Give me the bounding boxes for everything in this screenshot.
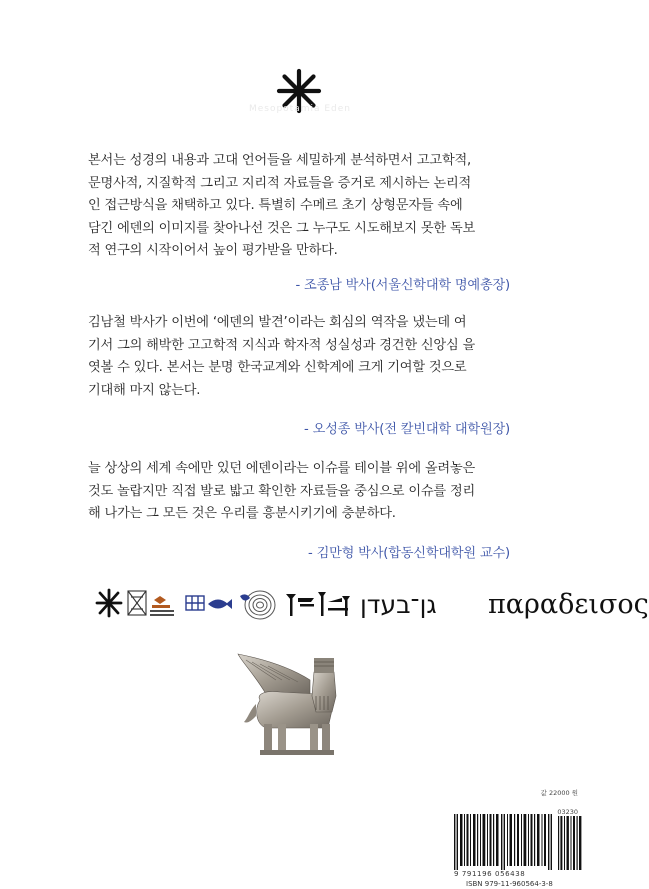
endorser-signature-1: - 조종남 박사(서울신학대학 명예총장) bbox=[295, 278, 510, 293]
faint-caption: Mesopotamia Eden bbox=[248, 104, 352, 114]
sumerian-pictograph-icon bbox=[126, 588, 178, 620]
endorser-signature-3: - 김만형 박사(합동신학대학원 교수) bbox=[308, 546, 510, 561]
fish-pictograph-icon bbox=[184, 588, 234, 620]
paragraph-line: 담긴 에덴의 이미지를 찾아나선 것은 그 누구도 시도해보지 못한 독보 bbox=[88, 220, 476, 236]
cuneiform-wedge-icon bbox=[284, 588, 354, 620]
paragraph-line: 해 나가는 그 모든 것은 우리를 흥분시키기에 충분하다. bbox=[88, 506, 396, 521]
paragraph-line: 기대해 마지 않는다. bbox=[88, 382, 201, 398]
hebrew-text: גן־בעדן bbox=[360, 590, 437, 619]
barcode-number: 9 791196 056438 bbox=[454, 870, 526, 878]
paragraph-line: 본서는 성경의 내용과 고대 언어들을 세밀하게 분석하면서 고고학적, bbox=[88, 153, 472, 168]
greek-text: παραδεισος bbox=[488, 589, 649, 620]
barcode-block bbox=[446, 784, 600, 889]
cuneiform-star-icon bbox=[96, 588, 122, 618]
endorsement-paragraph-2 bbox=[88, 312, 510, 402]
script-evolution-row bbox=[96, 588, 649, 628]
isbn-label: ISBN 979-11-960564-3-8 bbox=[466, 880, 553, 888]
endorser-signature-2: - 오성종 박사(전 칼빈대학 대학원장) bbox=[304, 422, 510, 437]
barcode-addon-number: 03230 bbox=[557, 808, 578, 816]
price-label: 값 22000 원 bbox=[540, 789, 578, 797]
paragraph-line: 기서 그의 해박한 고고학적 지식과 학자적 성실성과 경건한 신앙심 을 bbox=[88, 337, 476, 353]
fingerprint-spiral-icon bbox=[238, 588, 278, 622]
endorsement-paragraph-3 bbox=[88, 458, 510, 526]
paragraph-line: 인 접근방식을 채택하고 있다. 특별히 수메르 초기 상형문자들 속에 bbox=[88, 198, 463, 213]
paragraph-line: 김남철 박사가 이번에 ‘에덴의 발견’이라는 회심의 역작을 냈는데 여 bbox=[88, 315, 467, 330]
endorsement-paragraph-1 bbox=[88, 150, 510, 263]
paragraph-line: 것도 놀랍지만 직접 발로 밟고 확인한 자료들을 중심으로 이슈를 정리 bbox=[88, 483, 476, 499]
paragraph-line: 늘 상상의 세계 속에만 있던 에덴이라는 이슈를 테이블 위에 올려놓은 bbox=[88, 461, 476, 476]
barcode-addon-icon bbox=[558, 816, 582, 870]
paragraph-line: 적 연구의 시작이어서 높이 평가받을 만하다. bbox=[88, 243, 338, 258]
paragraph-line: 문명사적, 지질학적 그리고 지리적 자료들을 증거로 제시하는 논리적 bbox=[88, 175, 472, 191]
barcode-icon bbox=[454, 814, 554, 870]
paragraph-line: 엿볼 수 있다. 본서는 분명 한국교계와 신학계에 크게 기여할 것으로 bbox=[88, 360, 467, 375]
lamassu-statue-icon bbox=[236, 650, 366, 760]
